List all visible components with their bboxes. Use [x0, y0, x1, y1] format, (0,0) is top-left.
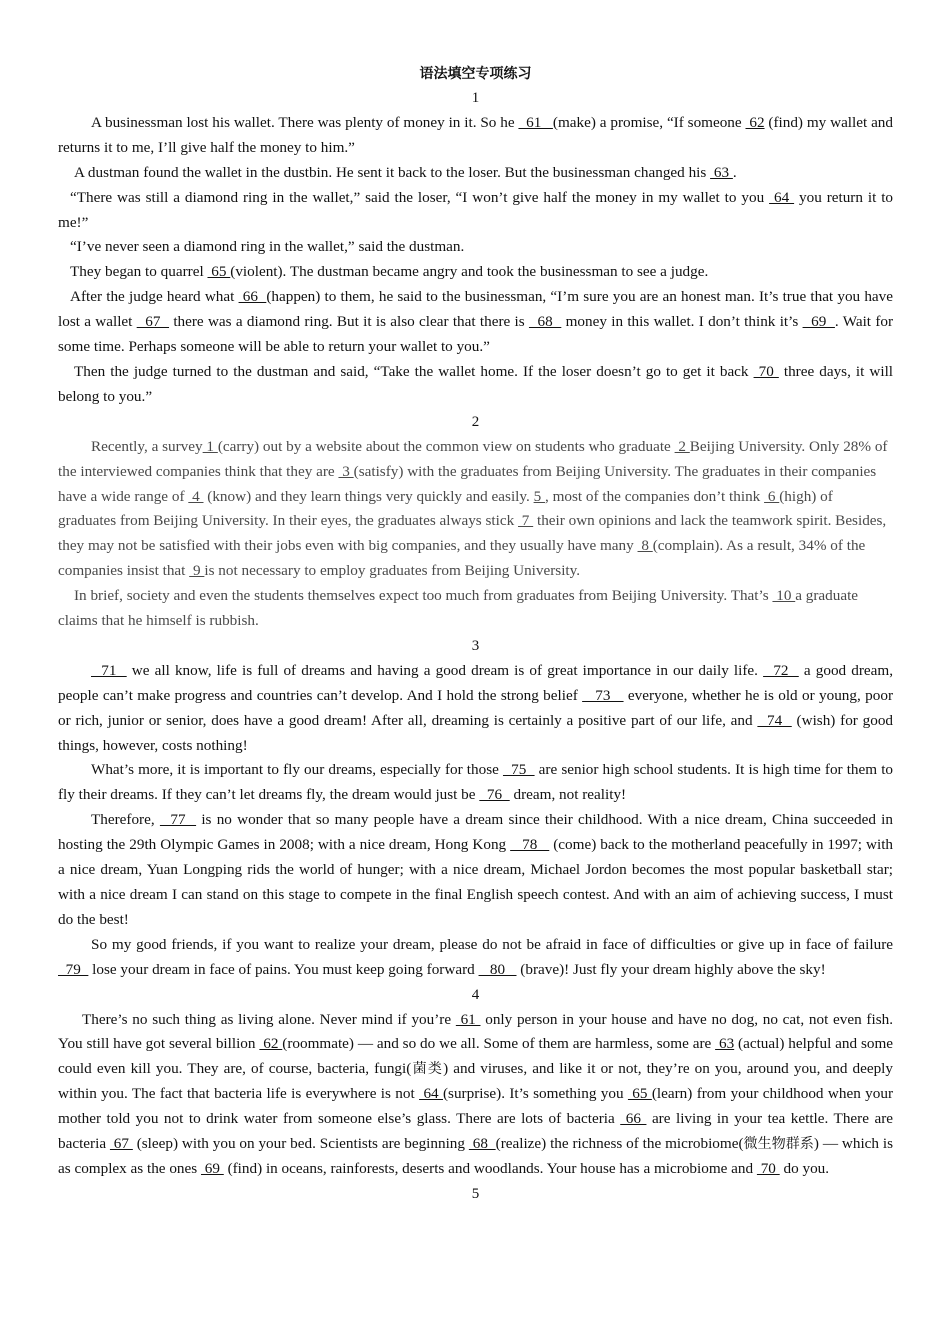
passage-text: a graduate claims that he himself is rubbish. [58, 587, 859, 630]
passage-text: three days, it will belong to you.” [58, 362, 894, 405]
section-number: 1 [471, 90, 480, 106]
paragraph [58, 186, 893, 236]
passage-text: Beijing University. Only 28% of the interviewed companies think that they are [58, 437, 888, 480]
answer-blank[interactable]: 64 [769, 188, 795, 206]
section-number: 2 [471, 413, 480, 430]
paragraph [58, 360, 893, 410]
passage-text: (violent). The dustman became angry and took the businessman to see a judge. [230, 263, 709, 281]
passage-text: . [732, 163, 737, 181]
paragraph [58, 260, 893, 285]
passage-text: (complain). As a result, 34% of the companies insist that [58, 537, 866, 580]
answer-blank[interactable]: 62 [259, 1035, 283, 1053]
answer-blank[interactable]: 3 [338, 462, 354, 480]
passage-text: dream, not reality! [509, 786, 627, 804]
passage-text: (happen) to them, he said to the businessman, “I’m sure you are an honest man. It’s true that you have lost a wallet [58, 288, 893, 331]
passage-text: (learn) from your childhood when your mother told you not to drink water from someone else’s glass. There are lots of bacteria [58, 1085, 893, 1128]
passage-text: , most of the companies don’t think [544, 487, 765, 505]
passage-text: you return it to me!” [58, 188, 894, 231]
answer-blank[interactable]: 63 [710, 163, 733, 181]
answer-blank[interactable]: 66 [238, 288, 267, 306]
paragraph [58, 659, 893, 759]
page-title: 语法填空专项练习 [419, 66, 532, 82]
answer-blank[interactable]: 70 [753, 362, 779, 380]
passage-text: money in this wallet. I don’t think it’s [561, 313, 803, 331]
passage-text: lose your dream in face of pains. You must keep going forward [88, 960, 479, 978]
answer-blank[interactable]: 65 [207, 263, 231, 281]
answer-blank[interactable]: 65 [627, 1085, 652, 1103]
passage-text: (find) my wallet and returns it to me, I’ll give half the money to him.” [58, 113, 893, 156]
answer-blank[interactable]: 4 [188, 487, 204, 505]
paragraph [58, 1008, 893, 1182]
passage-text: Therefore, [91, 811, 160, 829]
answer-blank[interactable]: 69 [802, 313, 835, 331]
passage-text: (realize) the richness of the microbiome( [495, 1135, 744, 1153]
passage-text: (roommate) — and so do we all. Some of them are harmless, some are [282, 1035, 716, 1053]
answer-blank[interactable]: 9 [189, 562, 205, 580]
answer-blank[interactable]: 10 [772, 587, 796, 605]
answer-blank[interactable]: 63 [715, 1035, 735, 1053]
passage-text: only person in your house and have no dog, no cat, not even fish. You still have got several billion [58, 1010, 894, 1053]
answer-blank[interactable]: 68 [528, 313, 562, 331]
document-page [58, 62, 893, 1207]
passage-text: Then the judge turned to the dustman and said, “Take the wallet home. If the loser doesn’t go to get it back [74, 362, 754, 380]
section-number: 4 [471, 986, 480, 1003]
answer-blank[interactable]: 68 [468, 1135, 496, 1153]
passage-text: In brief, society and even the students themselves expect too much from graduates from Beijing University. That’s [74, 587, 773, 605]
paragraph [58, 235, 893, 260]
answer-blank[interactable]: 69 [200, 1159, 224, 1177]
passage-text: (wish) for good things, however, costs nothing! [58, 711, 894, 754]
answer-blank[interactable]: 80 [478, 960, 517, 978]
passage-text: a good dream, people can’t make progress and countries can’t develop. And I hold the strong belief [58, 661, 893, 704]
paragraph [58, 435, 893, 584]
answer-blank[interactable]: 71 [91, 661, 127, 679]
passage-text: They began to quarrel [70, 263, 208, 281]
answer-blank[interactable]: 79 [58, 960, 89, 978]
passage-text: (high) of graduates from Beijing University. In their eyes, the graduates always stick [58, 487, 833, 530]
answer-blank[interactable]: 61 [518, 113, 553, 131]
passage-text: (actual) helpful and some could even kill you. They are, of course, bacteria, fungi( [58, 1035, 894, 1078]
passage-text: (brave)! Just fly your dream highly above the sky! [516, 960, 826, 978]
passage-text: After the judge heard what [70, 288, 239, 306]
chinese-gloss: 菌类 [411, 1061, 444, 1078]
passage-text: . Wait for some time. Perhaps someone will be able to return your wallet to you.” [58, 313, 894, 356]
answer-blank[interactable]: 75 [502, 761, 535, 779]
paragraph [58, 161, 893, 186]
passage-text: is no wonder that so many people have a dream since their childhood. With a nice dream, China succeeded in hosting the 29th Olympic Games in 2008; with a nice dream, Hong Kong [58, 811, 893, 854]
passage-text: Recently, a survey [91, 437, 203, 455]
answer-blank[interactable]: 74 [757, 711, 792, 729]
paragraph [58, 285, 893, 360]
passage-text: A dustman found the wallet in the dustbin. He sent it back to the loser. But the businessman changed his [74, 163, 711, 181]
passage-text: (know) and they learn things very quickly and easily. [203, 487, 534, 505]
passage-text: ) and viruses, and like it or not, they’re on you, around you, and deeply within you. The fact that bacteria life is everywhere is not [58, 1060, 893, 1103]
section-number: 5 [471, 1185, 480, 1202]
passage-text: ) — which is as complex as the ones [58, 1135, 894, 1177]
answer-blank[interactable]: 5 [533, 487, 545, 505]
paragraph [58, 758, 893, 808]
answer-blank[interactable]: 78 [510, 836, 550, 854]
paragraph [58, 584, 893, 634]
answer-blank[interactable]: 61 [455, 1010, 481, 1028]
passage-text: (satisfy) with the graduates from Beijing University. The graduates in their companies have a wide range of [58, 462, 877, 505]
answer-blank[interactable]: 6 [764, 487, 780, 505]
answer-blank[interactable]: 62 [745, 113, 765, 131]
section-number: 3 [471, 637, 480, 654]
passage-text: is not necessary to employ graduates from Beijing University. [204, 562, 581, 580]
answer-blank[interactable]: 67 [136, 313, 170, 331]
answer-blank[interactable]: 70 [756, 1159, 780, 1177]
answer-blank[interactable]: 8 [637, 537, 653, 555]
exercise-sections [58, 86, 893, 1207]
answer-blank[interactable]: 66 [620, 1110, 647, 1128]
passage-text: are senior high school students. It is high time for them to fly their dreams. If they can’t let dreams fly, the dream would just be [58, 761, 894, 804]
passage-text: (come) back to the motherland peacefully in 1997; with a nice dream, Yuan Longping rids the world of hunger; with a nice dream, Michael Jordon becomes the most popular basketball star; with a nice dream I can stand on this stage to compete in the final English speech contest. And with an aim of achieving success, I must do the best! [58, 836, 894, 928]
answer-blank[interactable]: 2 [674, 437, 690, 455]
passage-text: (sleep) with you on your bed. Scientists are beginning [132, 1135, 469, 1153]
passage-text: do you. [779, 1159, 830, 1177]
passage-text: (make) a promise, “If someone [552, 113, 746, 131]
answer-blank[interactable]: 1 [202, 437, 218, 455]
answer-blank[interactable]: 64 [419, 1085, 443, 1103]
passage-text: (find) in oceans, rainforests, deserts and woodlands. Your house has a microbiome and [223, 1159, 757, 1177]
passage-text: we all know, life is full of dreams and having a good dream is of great importance in our daily life. [126, 661, 764, 679]
passage-text: everyone, whether he is old or young, poor or rich, junior or senior, does have a good dream! After all, dreaming is certainly a positive part of our life, and [58, 686, 894, 729]
answer-blank[interactable]: 7 [518, 512, 534, 530]
paragraph [58, 111, 893, 161]
answer-blank[interactable]: 72 [763, 661, 799, 679]
passage-text: “There was still a diamond ring in the wallet,” said the loser, “I won’t give half the money in my wallet to you [70, 188, 770, 206]
answer-blank[interactable]: 67 [109, 1135, 133, 1153]
passage-text: What’s more, it is important to fly our dreams, especially for those [91, 761, 503, 779]
chinese-gloss: 微生物群系 [743, 1136, 814, 1153]
passage-text: There’s no such thing as living alone. Never mind if you’re [82, 1010, 456, 1028]
passage-text: So my good friends, if you want to realize your dream, please do not be afraid in face of difficulties or give up in face of failure [91, 935, 893, 953]
paragraph [58, 808, 893, 933]
passage-text: there was a diamond ring. But it is also clear that there is [169, 313, 529, 331]
paragraph [58, 933, 893, 983]
passage-text: (surprise). It’s something you [443, 1085, 628, 1103]
passage-text: “I’ve never seen a diamond ring in the wallet,” said the dustman. [70, 238, 465, 256]
passage-text: A businessman lost his wallet. There was plenty of money in it. So he [91, 113, 519, 131]
answer-blank[interactable]: 73 [582, 686, 624, 704]
answer-blank[interactable]: 76 [479, 786, 510, 804]
passage-text: are living in your tea kettle. There are bacteria [58, 1110, 894, 1153]
passage-text: (carry) out by a website about the common view on students who graduate [217, 437, 675, 455]
answer-blank[interactable]: 77 [159, 811, 197, 829]
passage-text: their own opinions and lack the teamwork spirit. Besides, they may not be satisfied with their jobs even with big companies, and they usually have many [58, 512, 887, 555]
